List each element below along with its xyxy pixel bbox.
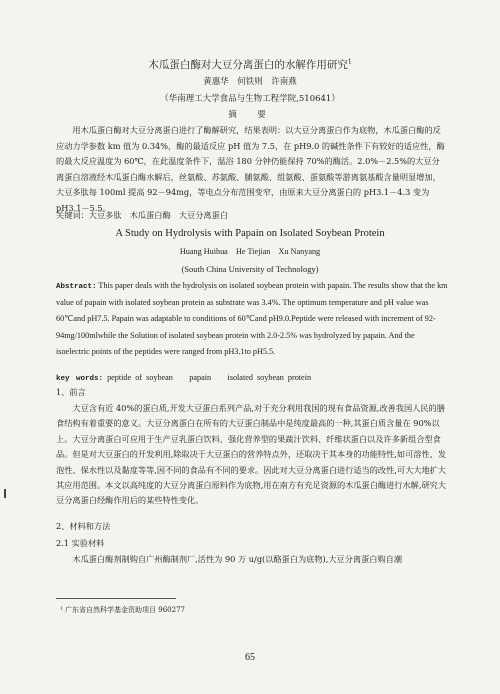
footnote-rule	[56, 598, 176, 599]
subsection-heading-materials: 2.1 实验材料	[56, 538, 105, 548]
section-heading-materials-methods: 2、材料和方法	[56, 521, 111, 531]
materials-paragraph: 木瓜蛋白酶剂制购自广州酶制剂厂,活性为 90 万 u/g(以酪蛋白为底物),大豆分离蛋白购自潮	[72, 554, 403, 564]
keywords-label-en: key words:	[56, 375, 104, 383]
abstract-heading-zh: 摘 要	[228, 110, 272, 120]
authors-en: Huang Huihua He Tiejian Xu Nanyang	[179, 247, 321, 256]
affiliation-zh: （华南理工大学食品与生物工程学院,510641）	[160, 94, 340, 104]
authors-zh: 黄惠华 何铁则 许南燕	[203, 77, 297, 87]
affiliation-en: (South China University of Technology)	[181, 264, 319, 274]
abstract-body-en: This paper deals with the hydrolysis on isolated soybean protein with papain. The results show that the km value of papain with isolated soybean protein as substrate was 3.4%. The optimum temperature and pH value was 60℃and pH7.5. Papain was adaptable to conditions of 60℃and pH9.0.Peptide were released with increment of 92-94mg/100mlwhile the Solution of isolated soybean protein with 2.0-2.5% was hydrolyzed by papain. And the isoelectric points of the peptides were ranged from pH3.1to pH5.5.	[56, 281, 448, 356]
paper-title-en: A Study on Hydrolysis with Papain on Isolated Soybean Protein	[115, 228, 385, 239]
keywords-zh: 关键词：大豆多肽 木瓜蛋白酶 大豆分离蛋白	[56, 210, 228, 220]
section-heading-intro: 1、前言	[56, 387, 86, 397]
footnote: ¹ 广东省自然科学基金资助项目 960277	[60, 606, 185, 614]
footnote-marker: 1	[347, 58, 352, 66]
abstract-label-en: Abstract:	[56, 283, 97, 291]
abstract-en	[56, 278, 449, 360]
intro-paragraph: 大豆含有近 40%的蛋白质,开发大豆蛋白系列产品,对于充分利用我国的现有食品资源,改善我国人民的膳食结构有着重要的意义。大豆分离蛋白在所有的大豆蛋白制品中是纯度最高的一种,其蛋白质含量在 90%以上。大豆分离蛋白可应用于生产豆乳蛋白饮料、强化营养型的果蔬汁饮料、纤维状蛋白以及许多新组合型食品。但是对大豆蛋白的开发利用,除取决于大豆蛋白的营养特点外，还取决于其本身的功能特性,如可溶性、发泡性、保水性以及黏度等等,因不同的食品有不同的要求。因此对大豆分离蛋白进行适当的改性,可大大地扩大其应用范围。本文以高纯度的大豆分离蛋白原料作为底物,用在南方有充足资源的木瓜蛋白酶进行水解,研究大豆分离蛋白经酶作用后的某些特性变化。	[56, 403, 447, 506]
margin-mark	[4, 489, 6, 498]
keywords-en	[56, 372, 449, 383]
page-number: 65	[245, 652, 255, 663]
paper-title-zh: 木瓜蛋白酶对大豆分离蛋白的水解作用研究$^1$	[148, 58, 352, 71]
abstract-zh: 用木瓜蛋白酶对大豆分离蛋白进行了酶解研究，结果表明：以大豆分离蛋白作为底物，木瓜蛋白酶的反应动力学参数 km 值为 0.34%，酶的最适反应 pH 值为 7.5，在 pH9.0 的碱性条件下有较好的适应性，酶的最大反应温度为 60℃，在此温度条件下，温浴 180 分钟仍能保持 70%的酶活。2.0%－2.5%的大豆分离蛋白溶液经木瓜蛋白酶水解后，丝氨酸、苏氨酸、脯氨酸、组氨酸、蛋氨酸等游离氨基酸含量明显增加，大豆多肽每 100ml 提高 92－94mg，等电点分布范围变窄，由原来大豆分离蛋白的 pH3.1－4.3 变为 pH3.1－5.5。	[56, 125, 445, 213]
keywords-body-en: peptide of soybean papain isolated soybean protein	[103, 373, 312, 382]
